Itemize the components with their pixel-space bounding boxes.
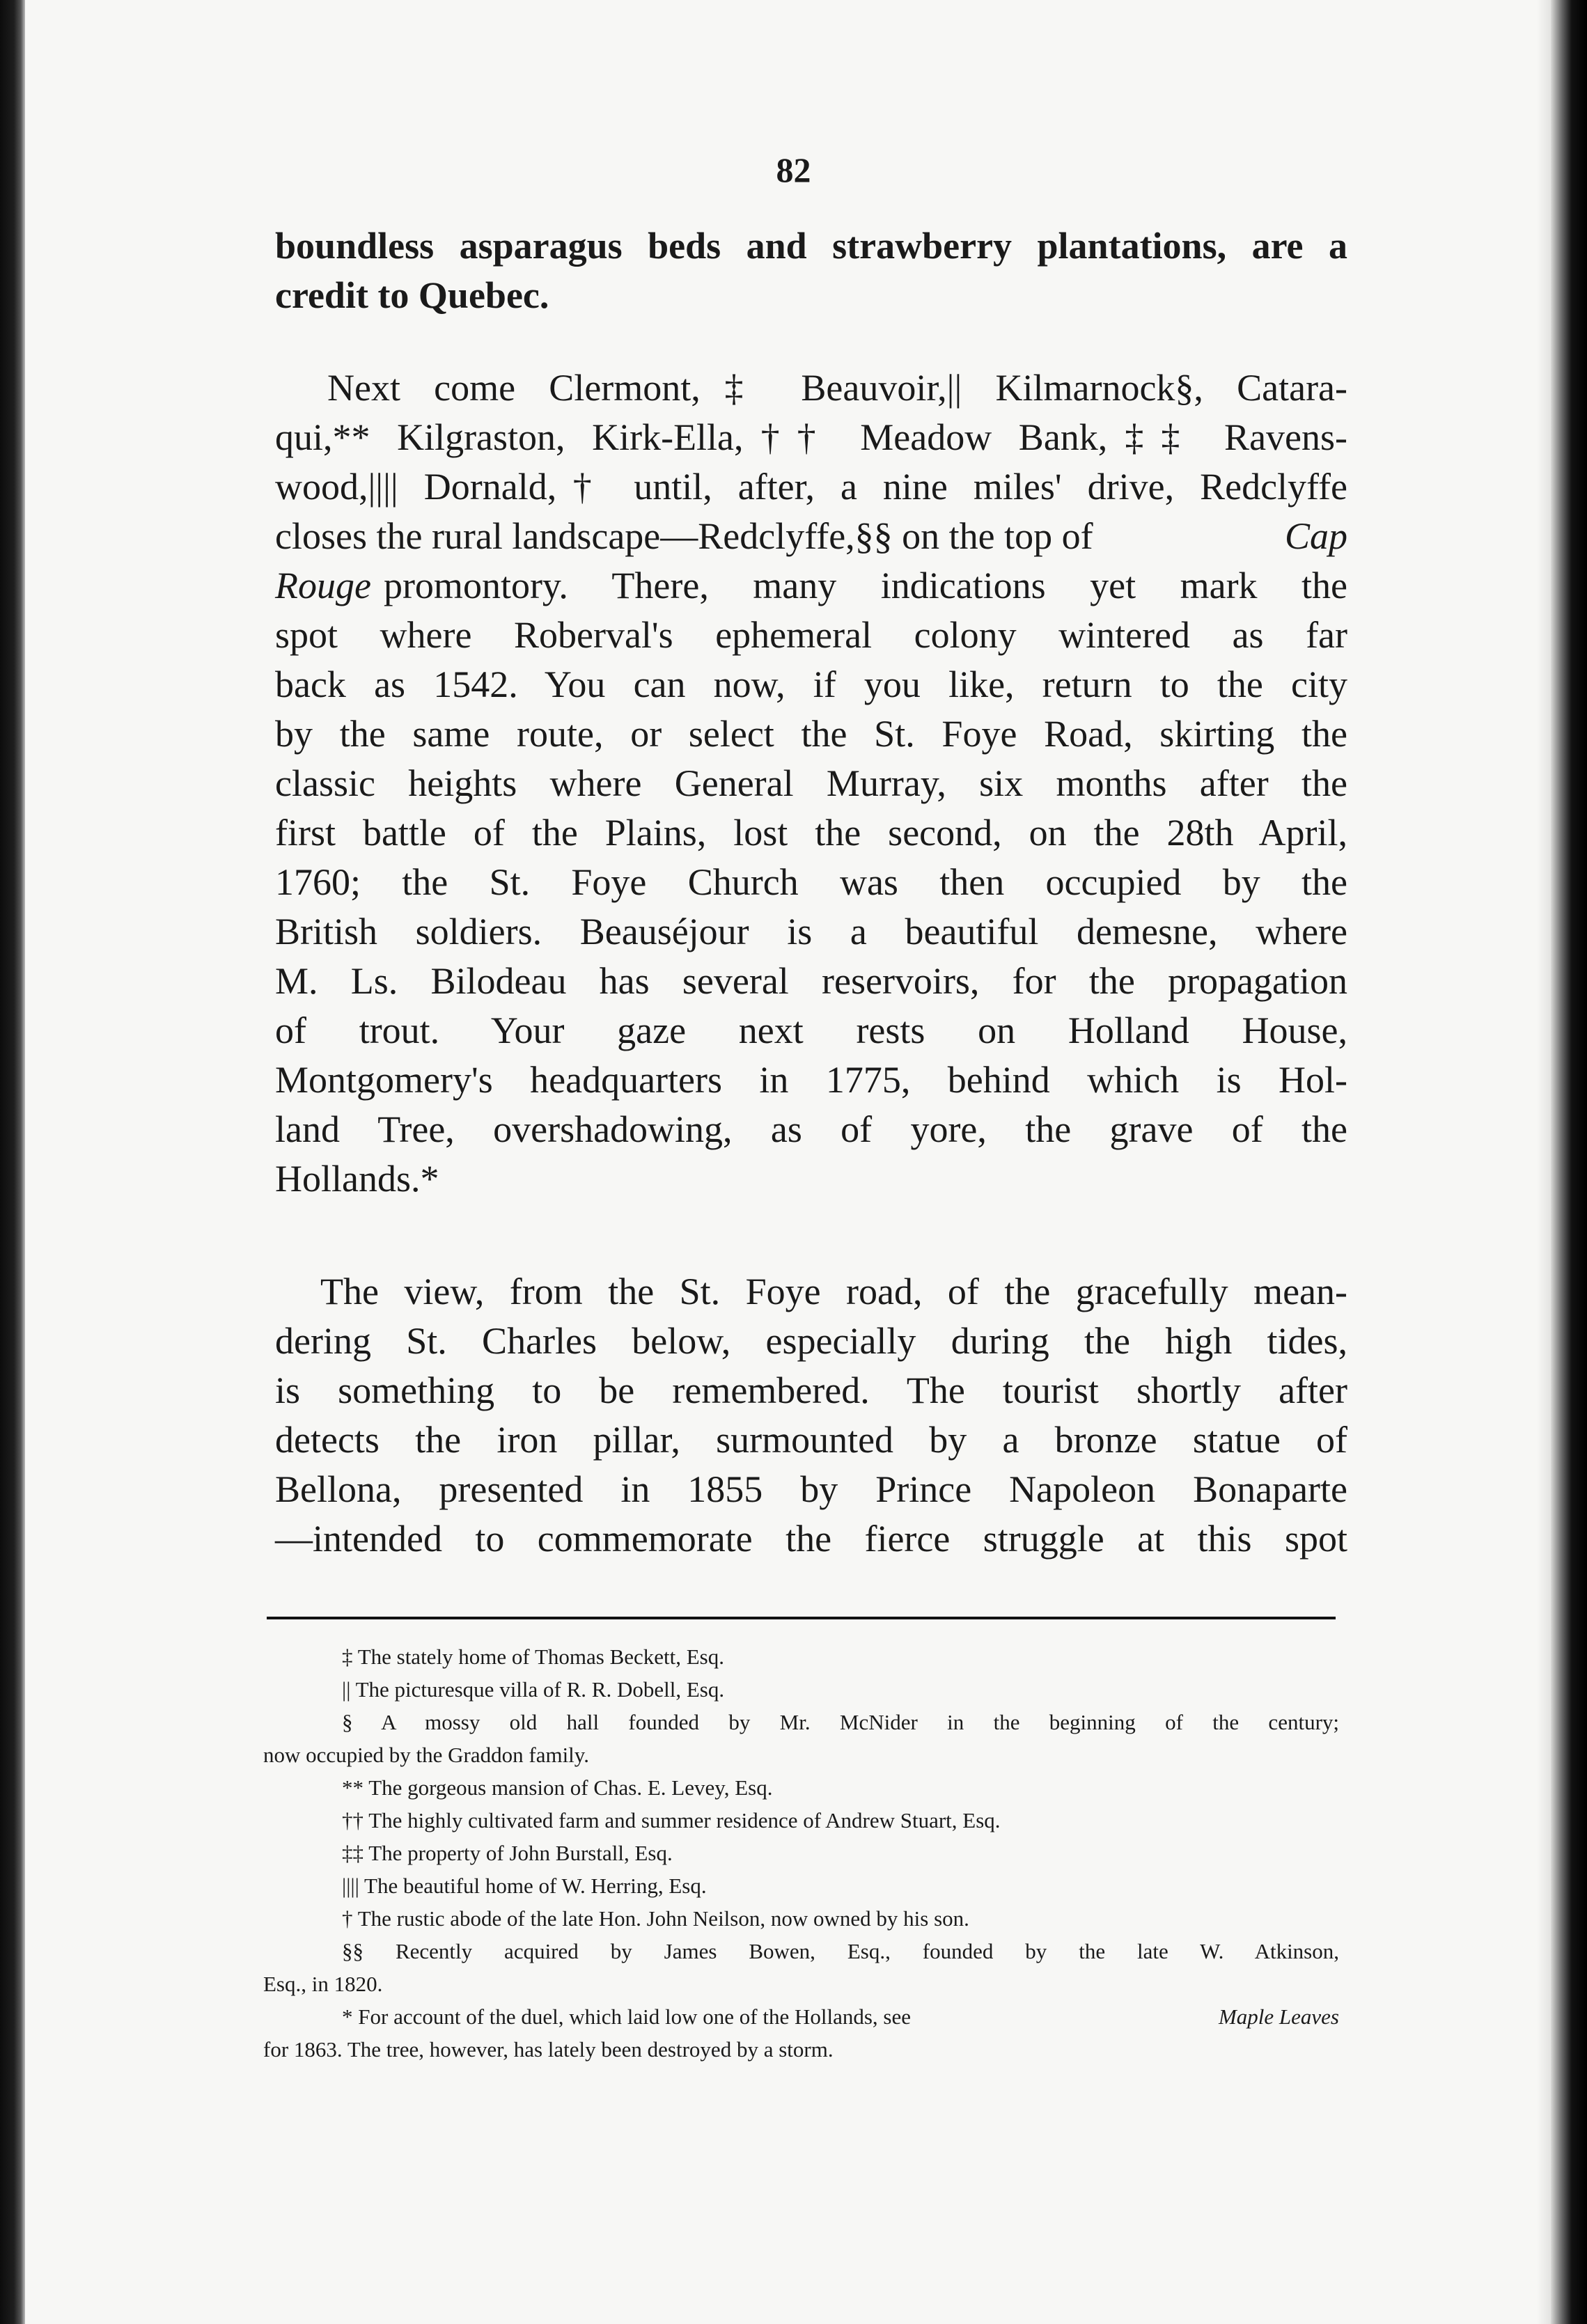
footnote-continuation: for 1863. The tree, however, has lately been destroyed by a storm.	[263, 2037, 834, 2062]
italic-word: Rouge	[275, 565, 371, 606]
page-number: 82	[776, 150, 811, 189]
italic-title: Maple Leaves	[1218, 2004, 1339, 2029]
text-line: —intended to commemorate the fierce struggle at this spot	[275, 1518, 1347, 1560]
text-line: of trout. Your gaze next rests on Holland House,	[275, 1010, 1347, 1051]
text-line: land Tree, overshadowing, as of yore, the grave of the	[275, 1108, 1347, 1150]
text-line: M. Ls. Bilodeau has several reservoirs, for the propagation	[275, 960, 1347, 1002]
text-line: by the same route, or select the St. Foye Road, skirting the	[275, 713, 1347, 755]
footnote-continuation: Esq., in 1820.	[263, 1972, 383, 1996]
italic-word: Cap	[1284, 515, 1347, 557]
text-line: detects the iron pillar, surmounted by a bronze statue of	[275, 1419, 1347, 1461]
text-segment: closes the rural landscape—Redclyffe,§§ on the top of	[275, 515, 1093, 557]
footnote-segment: * For account of the duel, which laid low one of the Hollands, see	[342, 2004, 911, 2029]
footnote: ‡ The stately home of Thomas Beckett, Esq.	[342, 1644, 724, 1669]
text-line: The view, from the St. Foye road, of the gracefully mean-	[320, 1271, 1347, 1312]
footnote-continuation: now occupied by the Graddon family.	[263, 1743, 590, 1767]
text-line: Montgomery's headquarters in 1775, behind which is Hol-	[275, 1059, 1347, 1101]
text-line: boundless asparagus beds and strawberry plantations, are a	[275, 225, 1347, 267]
text-line	[275, 561, 1347, 611]
text-line: British soldiers. Beauséjour is a beautiful demesne, where	[275, 911, 1347, 952]
text-segment: promontory. There, many indications yet mark the	[383, 565, 1347, 606]
text-line: credit to Quebec.	[275, 274, 549, 316]
text-line: spot where Roberval's ephemeral colony wintered as far	[275, 614, 1347, 656]
footnote: § A mossy old hall founded by Mr. McNider in the beginning of the century;	[342, 1710, 1339, 1734]
text-line: classic heights where General Murray, six months after the	[275, 762, 1347, 804]
text-line	[275, 512, 1347, 561]
text-line: wood,|||| Dornald,† until, after, a nine miles' drive, Redclyffe	[275, 466, 1347, 508]
paragraph-2	[275, 363, 1347, 1204]
footnote: †† The highly cultivated farm and summer residence of Andrew Stuart, Esq.	[342, 1808, 1001, 1832]
paragraph-1	[275, 221, 1347, 320]
text-line: is something to be remembered. The tourist shortly after	[275, 1369, 1347, 1411]
text-line: Next come Clermont,‡ Beauvoir,|| Kilmarnock§, Catara-	[327, 367, 1347, 409]
footnote: † The rustic abode of the late Hon. John Neilson, now owned by his son.	[342, 1906, 969, 1931]
text-line: first battle of the Plains, lost the second, on the 28th April,	[275, 812, 1347, 854]
text-line: Hollands.*	[275, 1158, 439, 1200]
text-line: qui,** Kilgraston, Kirk-Ella,†† Meadow Bank,‡‡ Ravens-	[275, 416, 1347, 458]
footnote: || The picturesque villa of R. R. Dobell, Esq.	[342, 1677, 725, 1702]
paragraph-3	[275, 1267, 1347, 1564]
footnote: ‡‡ The property of John Burstall, Esq.	[342, 1841, 673, 1865]
scan-right-edge	[1551, 0, 1587, 2324]
footnote-divider	[267, 1617, 1336, 1619]
footnote	[263, 2000, 1339, 2033]
text-line: back as 1542. You can now, if you like, return to the city	[275, 664, 1347, 705]
scan-left-edge	[0, 0, 25, 2324]
text-line: Bellona, presented in 1855 by Prince Napoleon Bonaparte	[275, 1468, 1347, 1510]
footnote: ** The gorgeous mansion of Chas. E. Levey, Esq.	[342, 1775, 773, 1800]
text-line: dering St. Charles below, especially during the high tides,	[275, 1320, 1347, 1362]
footnotes	[263, 1640, 1339, 2066]
footnote: §§ Recently acquired by James Bowen, Esq., founded by the late W. Atkinson,	[342, 1939, 1339, 1963]
text-line: 1760; the St. Foye Church was then occupied by the	[275, 861, 1347, 903]
page-gutter-shadow	[1537, 0, 1551, 2324]
footnote: |||| The beautiful home of W. Herring, Esq.	[342, 1874, 707, 1898]
